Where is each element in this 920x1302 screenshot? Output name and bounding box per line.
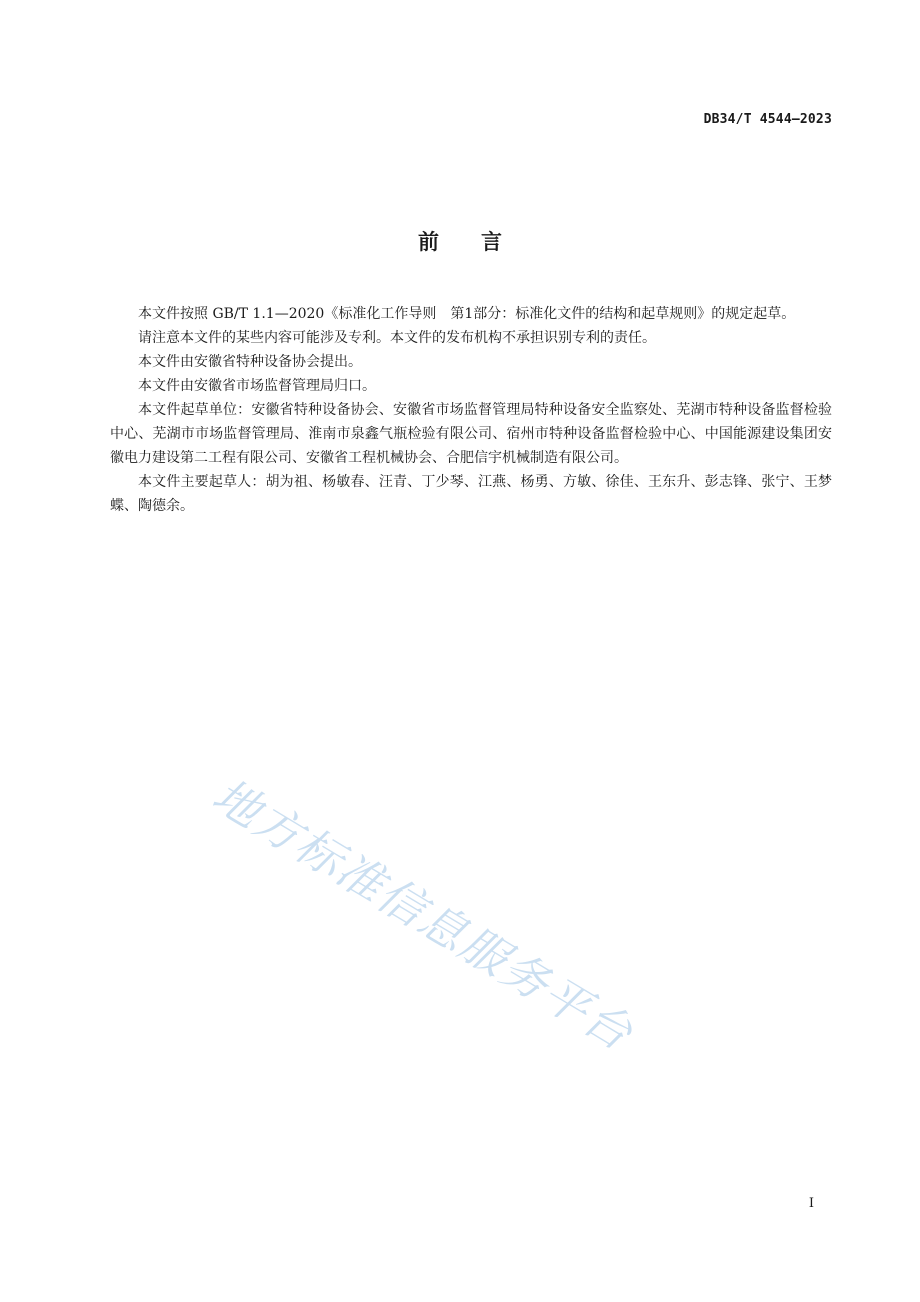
paragraph-drafting-units: 本文件起草单位：安徽省特种设备协会、安徽省市场监督管理局特种设备安全监察处、芜湖市特种设备监督检验中心、芜湖市市场监督管理局、淮南市泉鑫气瓶检验有限公司、宿州市特种设备监督检验中心、中国能源建设集团安徽电力建设第二工程有限公司、安徽省工程机械协会、合肥信宇机械制造有限公司。 (110, 402, 832, 466)
paragraph-drafting-rules: 本文件按照 GB/T 1.1—2020《标准化工作导则 第1部分：标准化文件的结构和起草规则》的规定起草。 (138, 306, 796, 322)
page-title: 前言 (418, 230, 544, 254)
paragraph-administrator: 本文件由安徽省市场监督管理局归口。 (138, 378, 376, 394)
watermark: 地方标准信息服务平台 (203, 767, 643, 1062)
foreword-body (110, 302, 832, 518)
page-number: I (808, 1196, 814, 1211)
document-code: DB34/T 4544—2023 (703, 112, 832, 127)
paragraph-drafters: 本文件主要起草人：胡为祖、杨敏春、汪青、丁少琴、江燕、杨勇、方敏、徐佳、王东升、彭志锋、张宁、王梦蝶、陶德余。 (110, 474, 832, 514)
paragraph-proposer: 本文件由安徽省特种设备协会提出。 (138, 354, 362, 370)
paragraph-patent-notice: 请注意本文件的某些内容可能涉及专利。本文件的发布机构不承担识别专利的责任。 (138, 330, 656, 346)
